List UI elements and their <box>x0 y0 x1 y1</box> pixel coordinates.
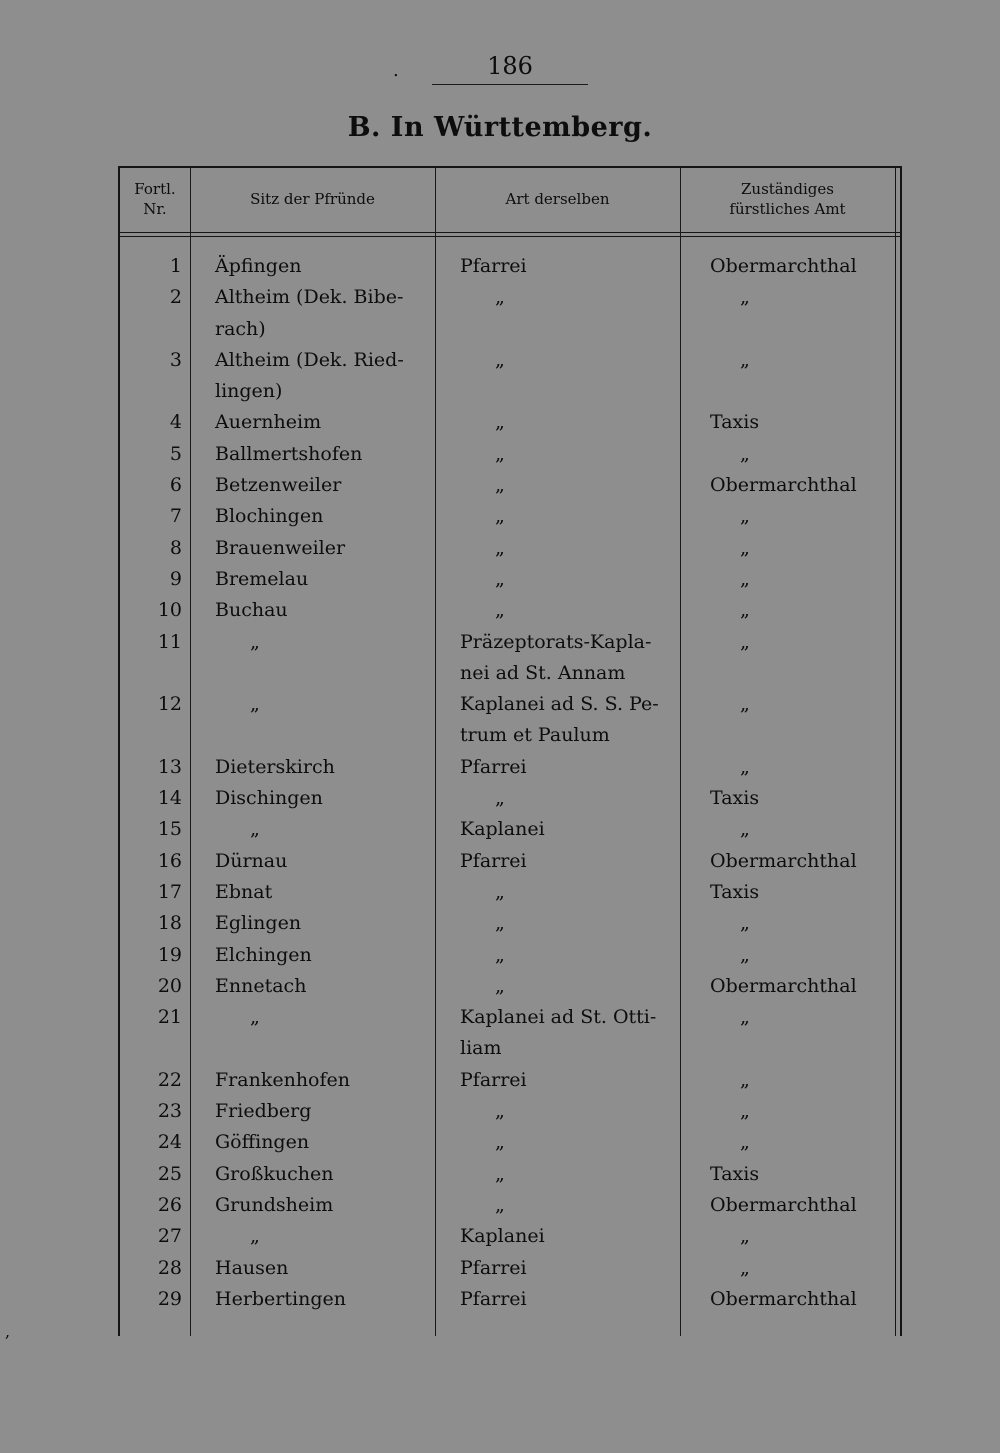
cell-office: Taxis <box>710 787 760 810</box>
cell-type: „ <box>495 474 505 497</box>
cell-type: Kaplanei <box>460 818 545 841</box>
table-row <box>120 1002 900 1065</box>
cell-office: „ <box>740 1068 750 1091</box>
cell-seat: Großkuchen <box>215 1162 334 1185</box>
cell-office: „ <box>740 348 750 371</box>
cell-seat: Ebnat <box>215 880 273 903</box>
cell-no: 22 <box>157 1068 182 1091</box>
cell-seat: „ <box>250 693 260 716</box>
cell-seat: Elchingen <box>215 943 312 966</box>
cell-office: Obermarchthal <box>710 974 857 997</box>
cell-office: „ <box>740 599 750 622</box>
cell-no: 12 <box>157 693 182 716</box>
cell-seat: Dischingen <box>215 787 323 810</box>
cell-no: 8 <box>169 536 182 559</box>
cell-type: Pfarrei <box>460 849 527 872</box>
cell-office: „ <box>740 286 750 309</box>
page-number: 186 <box>432 52 588 85</box>
table-row <box>120 783 900 814</box>
table-row <box>120 1284 900 1315</box>
table-row <box>120 752 900 783</box>
table-row <box>120 1159 900 1190</box>
cell-no: 15 <box>157 818 182 841</box>
cell-seat: Bremelau <box>215 567 309 590</box>
table-row <box>120 1190 900 1221</box>
cell-office: „ <box>740 630 750 653</box>
cell-no: 23 <box>157 1100 182 1123</box>
cell-type: „ <box>495 505 505 528</box>
cell-office: „ <box>740 693 750 716</box>
cell-no: 27 <box>157 1225 182 1248</box>
cell-seat: Altheim (Dek. Ried- lingen) <box>215 348 404 403</box>
cell-type: Kaplanei <box>460 1225 545 1248</box>
cell-type: Pfarrei <box>460 1256 527 1279</box>
header-type: Art derselben <box>505 190 610 208</box>
cell-no: 14 <box>157 787 182 810</box>
cell-seat: Blochingen <box>215 505 324 528</box>
cell-type: „ <box>495 912 505 935</box>
cell-office: Obermarchthal <box>710 255 857 277</box>
cell-seat: Brauenweiler <box>215 536 346 559</box>
cell-no: 18 <box>157 912 182 935</box>
cell-seat: „ <box>250 630 260 653</box>
cell-no: 29 <box>157 1287 182 1310</box>
cell-office: Obermarchthal <box>710 1287 857 1310</box>
cell-type: „ <box>495 1100 505 1123</box>
margin-mark: , <box>5 1322 11 1341</box>
table-row <box>120 407 900 438</box>
cell-office: Taxis <box>710 880 760 903</box>
cell-seat: Grundsheim <box>215 1193 334 1216</box>
cell-type: „ <box>495 787 505 810</box>
cell-type: Präzeptorats-Kapla- nei ad St. Annam <box>460 630 652 684</box>
cell-no: 5 <box>169 442 182 465</box>
cell-office: Taxis <box>710 411 760 434</box>
cell-type: „ <box>495 943 505 966</box>
cell-seat: Altheim (Dek. Bibe- rach) <box>215 286 404 340</box>
cell-office: „ <box>740 755 750 778</box>
cell-office: „ <box>740 1225 750 1248</box>
cell-office: „ <box>740 818 750 841</box>
cell-seat: „ <box>250 818 260 841</box>
cell-no: 25 <box>157 1162 182 1185</box>
table-row <box>120 908 900 939</box>
cell-office: „ <box>740 1006 750 1029</box>
header-rule <box>120 232 900 233</box>
cell-no: 9 <box>169 567 182 590</box>
cell-no: 17 <box>157 880 182 903</box>
cell-type: Pfarrei <box>460 255 527 277</box>
table-row <box>120 1065 900 1096</box>
table-row <box>120 470 900 501</box>
cell-no: 21 <box>157 1006 182 1029</box>
cell-type: „ <box>495 348 505 371</box>
cell-seat: „ <box>250 1006 260 1029</box>
table-row <box>120 282 900 345</box>
table-body <box>120 251 900 1315</box>
table-row <box>120 533 900 564</box>
header-seat: Sitz der Pfründe <box>250 190 375 208</box>
cell-type: Kaplanei ad St. Otti- liam <box>460 1006 657 1060</box>
cell-no: 28 <box>157 1256 182 1279</box>
cell-no: 20 <box>157 974 182 997</box>
header-no: Fortl. Nr. <box>134 180 176 218</box>
cell-seat: Eglingen <box>215 912 302 935</box>
cell-seat: Dürnau <box>215 849 288 872</box>
page-dot: . <box>393 60 399 81</box>
cell-seat: Ennetach <box>215 974 307 997</box>
cell-type: „ <box>495 286 505 309</box>
cell-seat: Betzenweiler <box>215 474 342 497</box>
table-row <box>120 1127 900 1158</box>
cell-seat: Hausen <box>215 1256 289 1279</box>
table-row <box>120 595 900 626</box>
cell-no: 13 <box>157 755 182 778</box>
cell-no: 19 <box>157 943 182 966</box>
cell-no: 6 <box>169 474 182 497</box>
cell-no: 1 <box>169 255 182 277</box>
cell-type: Pfarrei <box>460 1068 527 1091</box>
cell-office: „ <box>740 567 750 590</box>
table-row <box>120 501 900 532</box>
header-rule-double <box>120 236 900 237</box>
cell-seat: Äpfingen <box>215 255 302 277</box>
cell-type: Pfarrei <box>460 755 527 778</box>
table-row <box>120 251 900 282</box>
cell-no: 11 <box>157 630 182 653</box>
cell-type: „ <box>495 599 505 622</box>
cell-type: Pfarrei <box>460 1287 527 1310</box>
table-row <box>120 627 900 690</box>
cell-seat: Friedberg <box>215 1100 312 1123</box>
cell-seat: „ <box>250 1225 260 1248</box>
table-row <box>120 846 900 877</box>
table-row <box>120 564 900 595</box>
table-row <box>120 940 900 971</box>
cell-office: „ <box>740 442 750 465</box>
table-row <box>120 1221 900 1252</box>
cell-type: „ <box>495 567 505 590</box>
cell-seat: Frankenhofen <box>215 1068 351 1091</box>
section-heading: B. In Württemberg. <box>347 112 653 143</box>
cell-type: „ <box>495 880 505 903</box>
cell-type: „ <box>495 442 505 465</box>
cell-office: „ <box>740 1256 750 1279</box>
table-row <box>120 689 900 752</box>
header-office: Zuständiges fürstliches Amt <box>729 180 846 218</box>
cell-no: 7 <box>169 505 182 528</box>
cell-seat: Ballmertshofen <box>215 442 363 465</box>
table-row <box>120 971 900 1002</box>
cell-type: „ <box>495 536 505 559</box>
cell-seat: Auernheim <box>215 411 322 434</box>
cell-type: Kaplanei ad S. S. Pe- trum et Paulum <box>460 693 659 747</box>
cell-type: „ <box>495 1131 505 1154</box>
cell-seat: Herbertingen <box>215 1287 346 1310</box>
cell-office: Taxis <box>710 1162 760 1185</box>
cell-office: Obermarchthal <box>710 474 857 497</box>
table-row <box>120 345 900 408</box>
table-row <box>120 1253 900 1284</box>
benefice-table <box>118 166 902 1336</box>
cell-office: „ <box>740 1100 750 1123</box>
cell-type: „ <box>495 1193 505 1216</box>
cell-office: Obermarchthal <box>710 1193 857 1216</box>
cell-seat: Dieterskirch <box>215 755 335 778</box>
cell-no: 3 <box>169 348 182 371</box>
cell-type: „ <box>495 1162 505 1185</box>
cell-type: „ <box>495 411 505 434</box>
table-row <box>120 877 900 908</box>
cell-no: 16 <box>157 849 182 872</box>
cell-no: 2 <box>169 286 182 309</box>
table-row <box>120 439 900 470</box>
cell-no: 26 <box>157 1193 182 1216</box>
cell-office: „ <box>740 536 750 559</box>
table-row <box>120 1096 900 1127</box>
cell-no: 4 <box>169 411 182 434</box>
cell-type: „ <box>495 974 505 997</box>
cell-office: Obermarchthal <box>710 849 857 872</box>
cell-office: „ <box>740 505 750 528</box>
table-row <box>120 814 900 845</box>
cell-seat: Göffingen <box>215 1131 310 1154</box>
cell-office: „ <box>740 943 750 966</box>
cell-no: 10 <box>157 599 182 622</box>
cell-office: „ <box>740 1131 750 1154</box>
cell-seat: Buchau <box>215 599 288 622</box>
cell-office: „ <box>740 912 750 935</box>
cell-no: 24 <box>157 1131 182 1154</box>
